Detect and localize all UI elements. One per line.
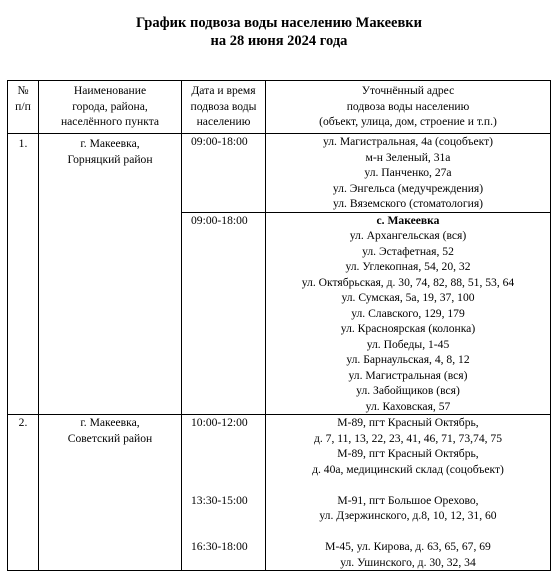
address-line: ул. Магистральная, 4а (соцобъект) [322, 135, 494, 148]
address-line: ул. Октябрьская, д. 30, 74, 82, 88, 51, 53, 64 [301, 275, 515, 289]
address-line: д. 40а, медицинский склад (соцобъект) [312, 462, 504, 476]
address-line: ул. Сумская, 5а, 19, 37, 100 [341, 291, 475, 304]
settlement-heading: с. Макеевка [376, 213, 440, 227]
delivery-time-list [182, 415, 266, 571]
header-address: Уточнённый адрес подвоза воды населению (объект, улица, дом, строение и т.п.) [266, 81, 551, 134]
address-line: ул. Забойщиков (вся) [356, 384, 460, 397]
address-line: ул. Победы, 1-45 [366, 337, 450, 351]
row-number: 2. [8, 415, 39, 571]
table-header-row [8, 81, 551, 134]
address-line: М-45, ул. Кирова, д. 63, 65, 67, 69 [325, 540, 491, 553]
address-line: М-91, пгт Большое Орехово, [337, 493, 479, 507]
delivery-time: 10:00-12:00 [191, 416, 248, 429]
table-row [8, 415, 551, 571]
address-line: ул. Красноярская (колонка) [340, 322, 476, 335]
water-schedule-table [7, 80, 551, 571]
district-name: г. Макеевка, Советский район [39, 415, 182, 571]
address-line: М-89, пгт Красный Октябрь, [337, 447, 479, 460]
address-line: ул. Ушинского, д. 30, 32, 34 [340, 555, 476, 569]
address-line: ул. Энгельса (медучреждения) [332, 181, 484, 195]
header-time: Дата и время подвоза воды населению [182, 81, 266, 134]
delivery-time: 16:30-18:00 [191, 540, 248, 553]
row-number: 1. [8, 134, 39, 415]
address-line: ул. Барнаульская, 4, 8, 12 [346, 353, 470, 366]
delivery-time: 09:00-18:00 [182, 212, 266, 415]
address-line: ул. Славского, 129, 179 [351, 306, 465, 320]
address-line: М-89, пгт Красный Октябрь, [337, 416, 479, 429]
page-subtitle: на 28 июня 2024 года [210, 33, 348, 49]
address-list [266, 212, 551, 415]
delivery-time: 13:30-15:00 [191, 493, 248, 507]
table-row [8, 134, 551, 213]
address-line: ул. Каховская, 57 [365, 399, 451, 413]
address-line: м-н Зеленый, 31а [365, 150, 451, 164]
address-line: ул. Панченко, 27а [364, 166, 452, 179]
address-line: ул. Магистральная (вся) [348, 368, 468, 382]
address-list [266, 134, 551, 213]
page-title: График подвоза воды населению Макеевки [135, 15, 423, 31]
address-list [266, 415, 551, 571]
district-name: г. Макеевка, Горняцкий район [39, 134, 182, 415]
header-name: Наименование города, района, населённого пункта [39, 81, 182, 134]
address-line: ул. Архангельская (вся) [349, 229, 467, 242]
address-line: д. 7, 11, 13, 22, 23, 41, 46, 71, 73,74, 75 [313, 431, 503, 445]
address-line: ул. Вяземского (стоматология) [332, 197, 484, 210]
address-line: ул. Дзержинского, д.8, 10, 12, 31, 60 [319, 509, 497, 522]
address-line: ул. Углекопная, 54, 20, 32 [345, 260, 471, 273]
delivery-time: 09:00-18:00 [182, 134, 266, 213]
header-num: № п/п [8, 81, 39, 134]
address-line: ул. Эстафетная, 52 [362, 244, 454, 258]
